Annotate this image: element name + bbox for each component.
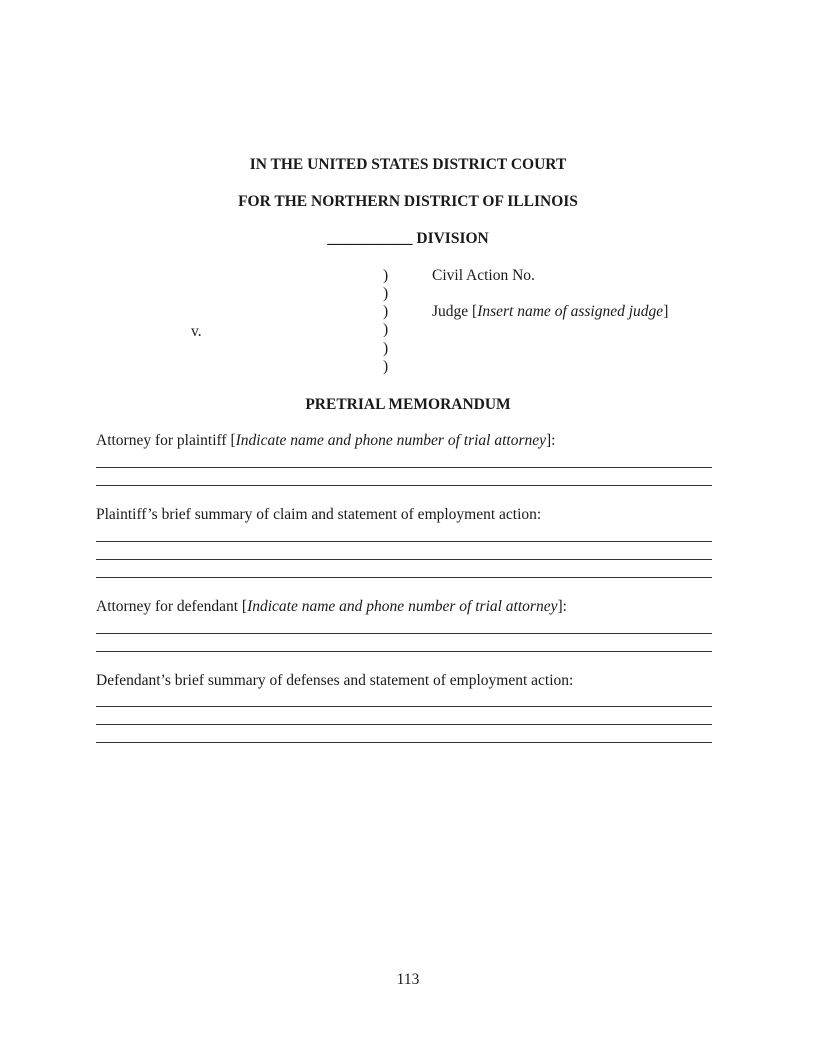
judge-label: Judge [ bbox=[432, 303, 478, 320]
label-instruction: Indicate name and phone number of trial attorney bbox=[247, 598, 558, 615]
fill-line[interactable] bbox=[96, 742, 712, 743]
label-text: Attorney for defendant [ bbox=[96, 598, 248, 615]
plaintiff-summary-label: Plaintiff’s brief summary of claim and statement of employment action: bbox=[96, 506, 542, 523]
page-number: 113 bbox=[396, 971, 420, 988]
division-blank: ___________ bbox=[327, 230, 413, 247]
division-label: DIVISION bbox=[416, 230, 489, 247]
versus-label: v. bbox=[191, 323, 202, 340]
fill-line[interactable] bbox=[96, 559, 712, 560]
fill-line[interactable] bbox=[96, 541, 712, 542]
division-heading bbox=[0, 230, 816, 248]
court-heading: IN THE UNITED STATES DISTRICT COURT bbox=[249, 156, 567, 173]
document-title: PRETRIAL MEMORANDUM bbox=[305, 396, 511, 413]
fill-line[interactable] bbox=[96, 633, 712, 634]
fill-line[interactable] bbox=[96, 467, 712, 468]
district-heading: FOR THE NORTHERN DISTRICT OF ILLINOIS bbox=[238, 193, 578, 210]
fill-line[interactable] bbox=[96, 724, 712, 725]
label-suffix: ]: bbox=[546, 432, 556, 449]
caption-paren: ) bbox=[383, 340, 389, 357]
caption-paren: ) bbox=[383, 358, 389, 375]
fill-line[interactable] bbox=[96, 706, 712, 707]
defendant-summary-label: Defendant’s brief summary of defenses and statement of employment action: bbox=[96, 672, 574, 689]
judge-placeholder: Insert name of assigned judge bbox=[477, 303, 664, 320]
fill-line[interactable] bbox=[96, 577, 712, 578]
caption-paren: ) bbox=[383, 285, 389, 302]
caption-paren: ) bbox=[383, 321, 389, 338]
judge-line bbox=[432, 303, 668, 321]
plaintiff-attorney-label bbox=[96, 432, 555, 450]
defendant-attorney-label bbox=[96, 598, 567, 616]
fill-line[interactable] bbox=[96, 651, 712, 652]
fill-line[interactable] bbox=[96, 485, 712, 486]
label-instruction: Indicate name and phone number of trial attorney bbox=[235, 432, 546, 449]
caption-paren: ) bbox=[383, 303, 389, 320]
label-suffix: ]: bbox=[557, 598, 567, 615]
caption-paren: ) bbox=[383, 267, 389, 284]
judge-close: ] bbox=[663, 303, 669, 320]
civil-action-label: Civil Action No. bbox=[432, 267, 535, 284]
label-text: Attorney for plaintiff [ bbox=[96, 432, 236, 449]
